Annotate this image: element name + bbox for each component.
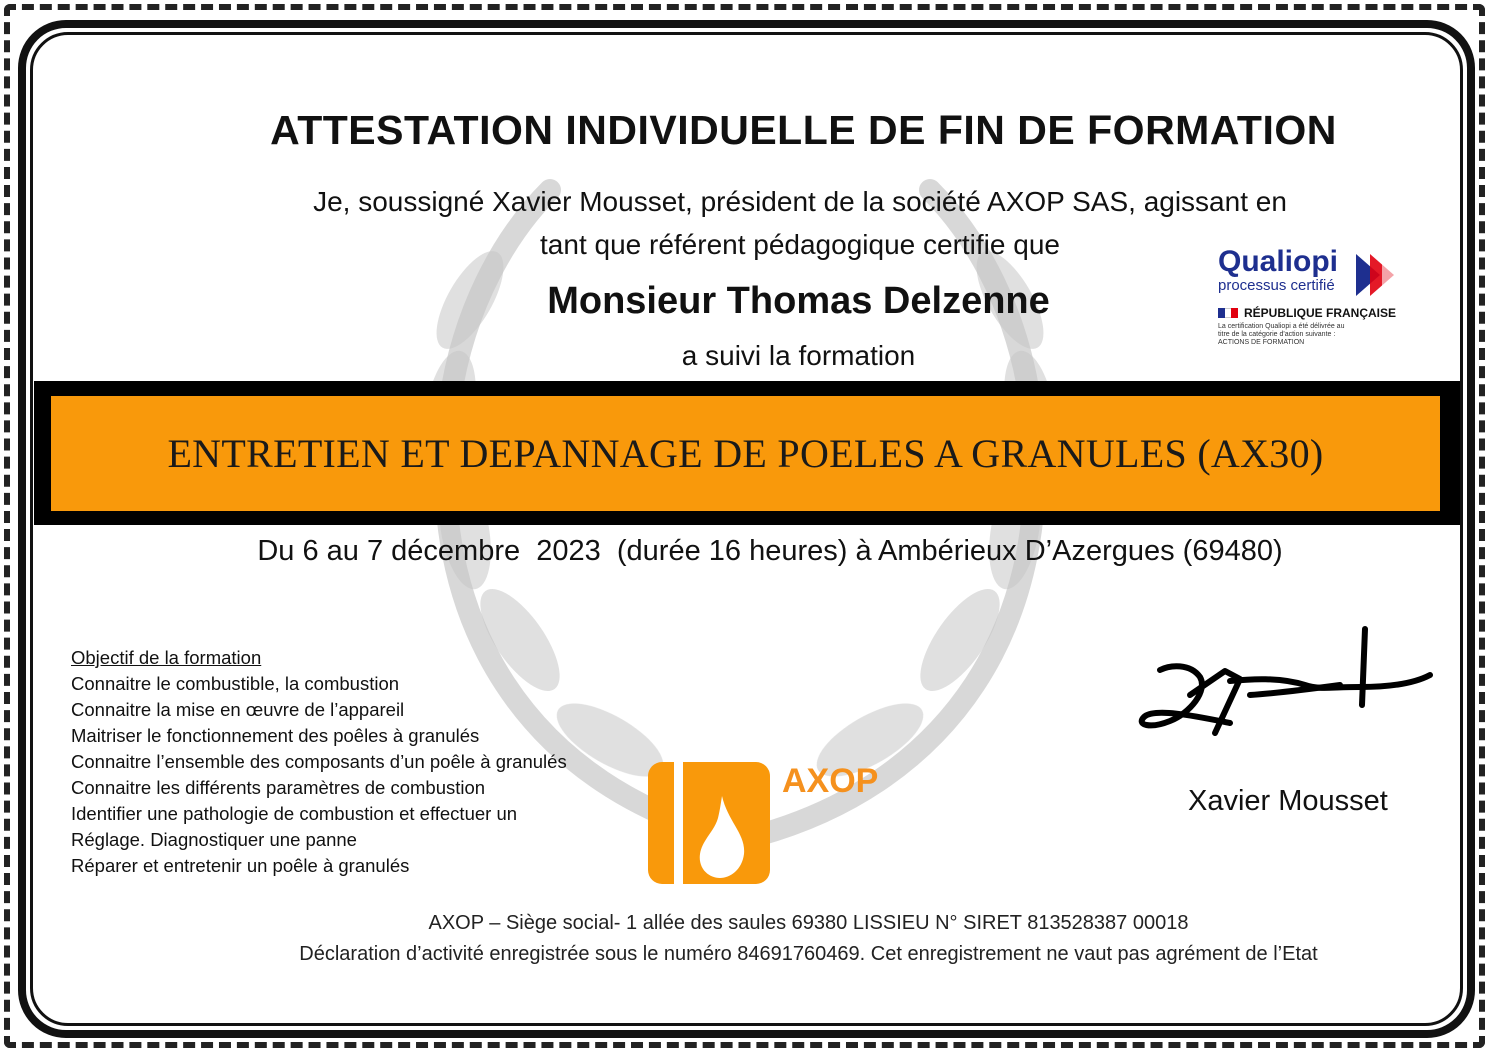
- course-title: ENTRETIEN ET DEPANNAGE DE POELES A GRANULES (AX30): [167, 431, 1324, 476]
- signatory-name: Xavier Mousset: [1188, 785, 1388, 817]
- handwritten-signature: [1130, 625, 1440, 755]
- objective-item: Réglage. Diagnostiquer une panne: [71, 829, 357, 850]
- followed-text: a suivi la formation: [681, 340, 916, 371]
- qualiopi-note-line-1: La certification Qualiopi a été délivrée au: [1218, 323, 1345, 330]
- course-band: [51, 396, 1440, 511]
- axop-brand-name: AXOP: [782, 762, 879, 800]
- footer-line-1: AXOP – Siège social- 1 allée des saules 69380 LISSIEU N° SIRET 813528387 00018: [428, 912, 1189, 934]
- objectives-heading: Objectif de la formation: [71, 647, 262, 668]
- footer-line-2: Déclaration d’activité enregistrée sous le numéro 84691760469. Cet enregistrement ne vaut pas agrément de l’Etat: [299, 943, 1318, 965]
- qualiopi-note-line-2: titre de la catégorie d'action suivante :: [1218, 331, 1336, 338]
- trainee-name: Monsieur Thomas Delzenne: [547, 280, 1050, 322]
- objective-item: Connaitre les différents paramètres de combustion: [71, 777, 486, 798]
- certificate-title: ATTESTATION INDIVIDUELLE DE FIN DE FORMATION: [270, 107, 1337, 153]
- axop-flame-logo-icon: [648, 762, 770, 884]
- objectives-list: [71, 645, 567, 879]
- french-flag-icon: [1218, 308, 1238, 318]
- footer-legal: [0, 908, 1497, 970]
- objective-item: Connaitre l’ensemble des composants d’un poêle à granulés: [71, 751, 567, 772]
- qualiopi-badge: [1218, 245, 1418, 365]
- intro-statement: [230, 180, 1370, 266]
- objective-item: Connaitre le combustible, la combustion: [71, 673, 400, 694]
- qualiopi-arrows-icon: [1354, 250, 1410, 300]
- qualiopi-wordmark: Qualiopi: [1218, 245, 1338, 278]
- course-dates-location: Du 6 au 7 décembre 2023 (durée 16 heures) à Ambérieux D’Azergues (69480): [257, 535, 1283, 567]
- republique-francaise-mark: [1218, 306, 1418, 320]
- objective-item: Maitriser le fonctionnement des poêles à granulés: [71, 725, 480, 746]
- qualiopi-note-line-3: ACTIONS DE FORMATION: [1218, 339, 1305, 346]
- intro-line-1: Je, soussigné Xavier Mousset, président de la société AXOP SAS, agissant en: [313, 186, 1287, 217]
- objective-item: Réparer et entretenir un poêle à granulés: [71, 855, 410, 876]
- qualiopi-subtitle: processus certifié: [1218, 277, 1335, 294]
- republique-francaise-label: RÉPUBLIQUE FRANÇAISE: [1244, 306, 1397, 320]
- objective-item: Identifier une pathologie de combustion et effectuer un: [71, 803, 518, 824]
- qualiopi-note: [1218, 323, 1388, 347]
- objective-item: Connaitre la mise en œuvre de l’appareil: [71, 699, 405, 720]
- intro-line-2: tant que référent pédagogique certifie que: [540, 229, 1060, 260]
